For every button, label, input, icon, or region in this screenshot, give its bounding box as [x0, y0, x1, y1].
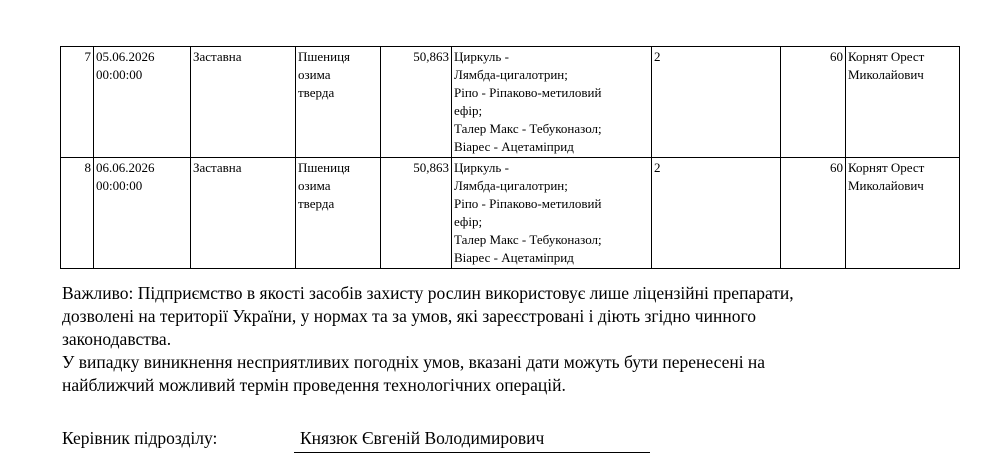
preparation-line: Циркуль -: [454, 160, 509, 175]
treatment-schedule-table: [60, 46, 960, 269]
crop-cell: [296, 47, 381, 158]
days-value: 60: [781, 47, 846, 158]
area-value: 50,863: [381, 47, 452, 158]
preparation-line: Ріпо - Ріпаково-метиловий: [454, 196, 602, 211]
date-cell: [94, 47, 191, 158]
note-line: найближчий можливий термін проведення технологічних операцій.: [62, 375, 566, 395]
preparation-line: Лямбда-цигалотрин;: [454, 67, 568, 82]
preparation-line: ефір;: [454, 214, 483, 229]
note-line: законодавства.: [62, 329, 172, 349]
date-text: 05.06.2026: [96, 49, 155, 64]
preparation-line: ефір;: [454, 103, 483, 118]
responsible-line: Миколайович: [848, 67, 924, 82]
time-text: 00:00:00: [96, 178, 143, 193]
crop-line: Пшениця: [298, 160, 351, 175]
responsible-line: Корнят Орест: [848, 49, 925, 64]
crop-line: озима: [298, 178, 331, 193]
responsible-line: Корнят Орест: [848, 160, 925, 175]
crop-line: озима: [298, 67, 331, 82]
days-value: 60: [781, 158, 846, 269]
crop-line: тверда: [298, 85, 335, 100]
responsible-cell: [846, 47, 960, 158]
quantity-value: 2: [652, 158, 781, 269]
date-cell: [94, 158, 191, 269]
signature-name: Князюк Євгеній Володимирович: [294, 427, 650, 453]
preparation-line: Віарес - Ацетаміприд: [454, 139, 574, 154]
important-note: [62, 282, 942, 397]
preparations-cell: [452, 158, 652, 269]
crop-line: Пшениця: [298, 49, 351, 64]
row-number: 7: [61, 47, 94, 158]
table-row: [61, 47, 960, 158]
preparation-line: Талер Макс - Тебуконазол;: [454, 232, 602, 247]
preparation-line: Ріпо - Ріпаково-метиловий: [454, 85, 602, 100]
preparation-line: Талер Макс - Тебуконазол;: [454, 121, 602, 136]
date-text: 06.06.2026: [96, 160, 155, 175]
responsible-cell: [846, 158, 960, 269]
crop-line: тверда: [298, 196, 335, 211]
row-number: 8: [61, 158, 94, 269]
crop-cell: [296, 158, 381, 269]
responsible-line: Миколайович: [848, 178, 924, 193]
table-row: [61, 158, 960, 269]
operation-type: Заставна: [191, 47, 296, 158]
operation-type: Заставна: [191, 158, 296, 269]
quantity-value: 2: [652, 47, 781, 158]
note-line: Важливо: Підприємство в якості засобів захисту рослин використовує лише ліцензійні препарати,: [62, 283, 794, 303]
area-value: 50,863: [381, 158, 452, 269]
time-text: 00:00:00: [96, 67, 143, 82]
preparation-line: Віарес - Ацетаміприд: [454, 250, 574, 265]
note-line: дозволені на території України, у нормах та за умов, які зареєстровані і діють згідно чинного: [62, 306, 756, 326]
note-line: У випадку виникнення несприятливих погодніх умов, вказані дати можуть бути перенесені на: [62, 352, 766, 372]
preparation-line: Лямбда-цигалотрин;: [454, 178, 568, 193]
preparation-line: Циркуль -: [454, 49, 509, 64]
preparations-cell: [452, 47, 652, 158]
signature-label: Керівник підрозділу:: [62, 428, 218, 448]
